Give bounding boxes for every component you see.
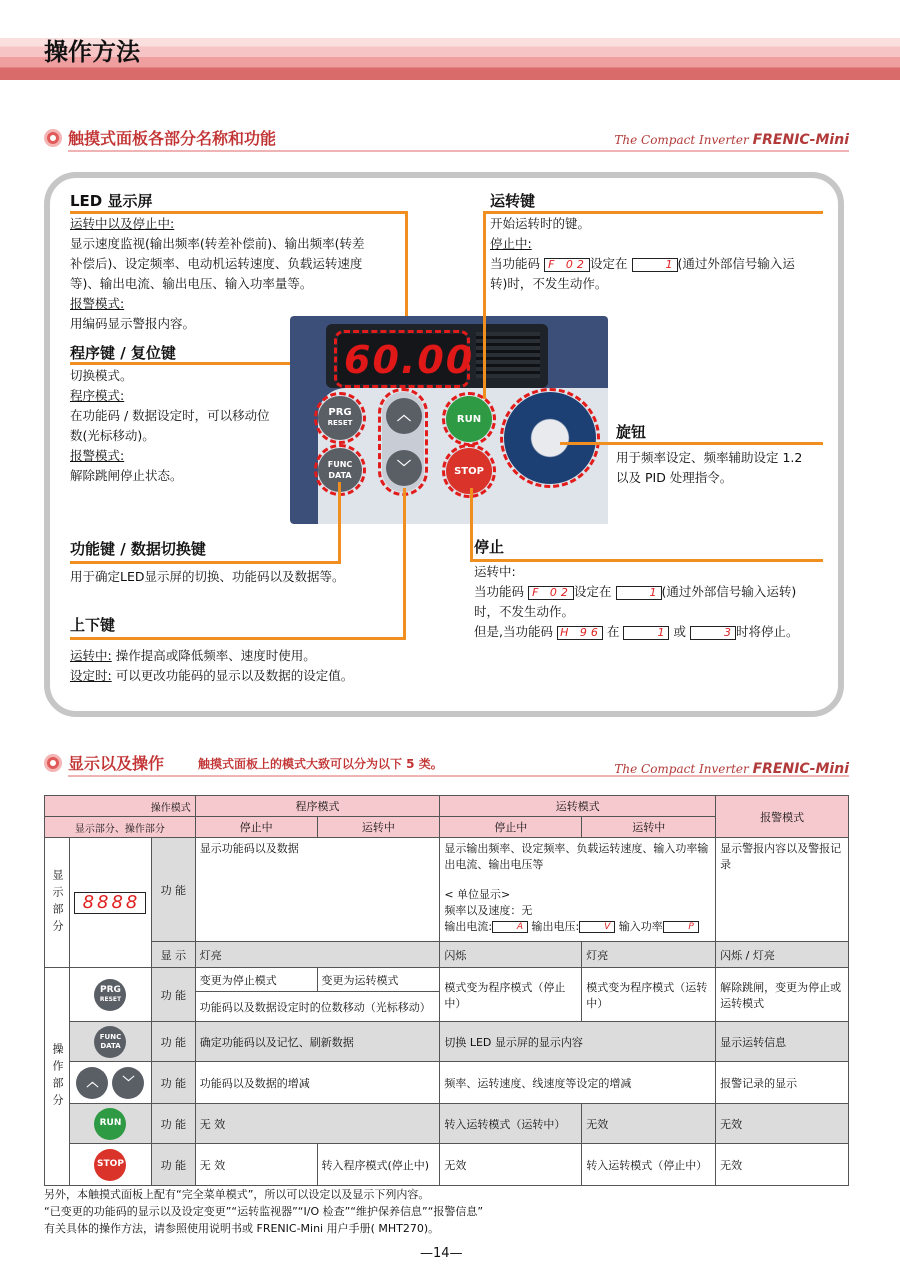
- unit-segment: P: [663, 921, 699, 933]
- func-label: FUNC: [327, 460, 353, 469]
- prg-line: 程序模式:: [70, 388, 125, 403]
- footnote-line: 另外，本触摸式面板上配有“完全菜单模式”，所以可以设定以及显示下列内容。: [44, 1188, 430, 1201]
- section-header-panel: [44, 126, 849, 152]
- value-segment: 1: [623, 626, 669, 640]
- disp-run-line: 显示输出频率、设定频率、负载运转速度、输入功率输出电流、输出电压等: [444, 842, 709, 871]
- leader-line-stop-v: [470, 488, 473, 562]
- prg-line: 解除跳闸停止状态。: [70, 468, 183, 483]
- down-arrow-icon: ﹀: [397, 459, 411, 476]
- th-stop2: 停止中: [440, 817, 582, 838]
- cell-light-prog: 灯亮: [195, 942, 440, 968]
- led-line: 报警模式:: [70, 296, 125, 311]
- cell-prg-run1: 模式变为程序模式（停止中）: [440, 968, 582, 1022]
- th-running: 运转中: [317, 817, 440, 838]
- cell-disp-prog: 显示功能码以及数据: [195, 838, 440, 942]
- value-segment: 1: [632, 258, 678, 272]
- run-highlight: [442, 392, 496, 446]
- prg-highlight: [314, 392, 366, 444]
- func-icon-cell: [70, 1022, 152, 1062]
- display-part-label: 显示部分: [45, 838, 70, 968]
- run-icon-label: RUN: [99, 1118, 122, 1128]
- data-label: DATA: [328, 471, 352, 480]
- cell-disp-alarm: 显示警报内容以及警报记录: [716, 838, 849, 942]
- brand-prefix: The Compact Inverter: [614, 133, 749, 147]
- prg-description: [70, 366, 300, 486]
- stop-line: [474, 582, 834, 602]
- knob-highlight: [500, 388, 600, 488]
- brand-name: FRENIC-Mini: [752, 761, 849, 777]
- stop-text: 时将停止。: [735, 624, 799, 639]
- cell-stop-alarm: 无效: [716, 1144, 849, 1186]
- stop-text: 在: [606, 624, 620, 639]
- prg-title: 程序键 / 复位键: [70, 344, 176, 362]
- stop-highlight: [442, 444, 496, 498]
- down-icon-glyph: ﹀: [122, 1075, 135, 1089]
- stop-label: STOP: [454, 465, 484, 477]
- run-text: 设定在: [590, 256, 628, 271]
- updown-line: [70, 646, 450, 666]
- prg-icon-cell: [70, 968, 152, 1022]
- updown-description: [70, 646, 450, 686]
- updown-icon-cell: [70, 1062, 152, 1104]
- footnote-line: 有关具体的操作方法，请参照使用说明书或 FRENIC-Mini 用户手册( MHT270)。: [44, 1222, 440, 1235]
- down-arrow-icon: [112, 1067, 144, 1099]
- leader-line-updown: [70, 637, 406, 640]
- run-label: RUN: [456, 413, 482, 425]
- prg-label: PRG: [328, 407, 352, 418]
- function-label: 功 能: [151, 1104, 195, 1144]
- th-run-mode: 运转模式: [440, 796, 716, 817]
- leader-line-knob: [560, 442, 823, 445]
- led-line: 补偿后)、设定频率、电动机运转速度、负载运转速度: [70, 256, 363, 271]
- knob-title: 旋钮: [616, 423, 647, 441]
- stop-description: [474, 562, 834, 642]
- function-label: 功 能: [151, 1144, 195, 1186]
- reset-icon-label: RESET: [99, 995, 122, 1003]
- leader-line-updown-v: [403, 488, 406, 640]
- reset-label: RESET: [327, 419, 353, 427]
- cell-light-alarm: 闪烁 / 灯亮: [716, 942, 849, 968]
- stop-text: 设定在: [574, 584, 612, 599]
- stop-line: 运转中:: [474, 564, 516, 579]
- brand-name: FRENIC-Mini: [752, 132, 849, 148]
- leader-line-run-v: [483, 211, 486, 399]
- run-text: 当功能码: [490, 256, 541, 271]
- page-number: —14—: [420, 1246, 463, 1261]
- stop-line: [474, 622, 834, 642]
- cell-run-prog: 无 效: [195, 1104, 440, 1144]
- function-label: 功 能: [151, 838, 195, 942]
- run-icon: [94, 1108, 126, 1140]
- func-description: 用于确定LED显示屏的切换、功能码以及数据等。: [70, 569, 345, 584]
- led-title: LED 显示屏: [70, 192, 153, 210]
- updown-line: [70, 666, 450, 686]
- stop-text: 或: [673, 624, 686, 639]
- prg-line: 切换模式。: [70, 368, 133, 383]
- cell-ud-alarm: 报警记录的显示: [716, 1062, 849, 1104]
- stop-icon-cell: [70, 1144, 152, 1186]
- function-label: 功 能: [151, 1022, 195, 1062]
- bullet-icon: [44, 754, 62, 772]
- th-alarm-mode: 报警模式: [716, 796, 849, 838]
- current-label: 输出电流:: [444, 920, 493, 933]
- cell-stop-run1: 无效: [440, 1144, 582, 1186]
- stop-title: 停止: [474, 538, 505, 556]
- cell-func-run: 切换 LED 显示屏的显示内容: [440, 1022, 716, 1062]
- stop-text: 当功能码: [474, 584, 525, 599]
- disp-run-line: 频率以及速度：无: [444, 904, 533, 917]
- cell-run-alarm: 无效: [716, 1104, 849, 1144]
- brand-label: [614, 761, 849, 777]
- power-label: 输入功率: [618, 920, 663, 933]
- run-line: 停止中:: [490, 236, 532, 251]
- cell-prg-alarm: 解除跳闸，变更为停止或运转模式: [716, 968, 849, 1022]
- led-line: 运转中以及停止中:: [70, 216, 175, 231]
- func-icon-label: FUNC: [99, 1032, 122, 1041]
- up-arrow-icon: ︿: [397, 407, 411, 424]
- led-icon-cell: [70, 838, 152, 968]
- cell-prg-c: 功能码以及数据设定时的位数移动（光标移动）: [195, 992, 440, 1022]
- th-part: 显示部分、操作部分: [45, 817, 196, 838]
- run-icon-cell: [70, 1104, 152, 1144]
- section-underline: [68, 150, 849, 152]
- unit-segment: V: [579, 921, 615, 933]
- cell-prg-a: 变更为停止模式: [195, 968, 317, 992]
- led-highlight: [334, 330, 470, 388]
- run-line: 开始运转时的键。: [490, 216, 591, 231]
- cell-light-run2: 灯亮: [582, 942, 716, 968]
- operation-part-label: 操作部分: [45, 968, 70, 1186]
- section-title: 触摸式面板各部分名称和功能: [68, 129, 277, 148]
- th-program-mode: 程序模式: [195, 796, 440, 817]
- run-line: 转)时，不发生动作。: [490, 276, 608, 291]
- prg-icon-label: PRG: [100, 984, 121, 995]
- function-label: 功 能: [151, 968, 195, 1022]
- led-line: 显示速度监视(输出频率(转差补偿前)、输出频率(转差: [70, 236, 365, 251]
- cell-light-run1: 闪烁: [440, 942, 582, 968]
- knob-line: 以及 PID 处理指令。: [616, 470, 733, 485]
- page-title: 操作方法: [44, 38, 140, 66]
- updown-label: 运转中:: [70, 648, 112, 663]
- footnote-line: “已变更的功能码的显示以及设定变更”“运转监视器”“I/O 检查”“维护保养信息”“报警信息”: [44, 1205, 484, 1218]
- section-header-modes: [44, 751, 849, 777]
- section-subtitle: 触摸式面板上的模式大致可以分为以下 5 类。: [198, 757, 443, 771]
- display-label: 显 示: [151, 942, 195, 968]
- led-line: 等)、输出电流、输出电压、输入功率量等。: [70, 276, 313, 291]
- section-title: 显示以及操作: [68, 754, 165, 773]
- bullet-icon: [44, 129, 62, 147]
- data-icon-label: DATA: [100, 1041, 121, 1050]
- cell-func-prog: 确定功能码以及记忆、刷新数据: [195, 1022, 440, 1062]
- run-line: [490, 254, 830, 274]
- footnotes: [44, 1186, 483, 1237]
- cell-stop-b: 转入程序模式(停止中): [317, 1144, 440, 1186]
- cell-run-run1: 转入运转模式（运转中）: [440, 1104, 582, 1144]
- up-icon-glyph: ︿: [86, 1075, 99, 1089]
- stop-icon-label: STOP: [97, 1159, 124, 1169]
- stop-icon: [94, 1149, 126, 1181]
- updown-text: 操作提高或降低频率、速度时使用。: [115, 648, 316, 663]
- function-code-segment: H 96: [557, 626, 603, 640]
- th-running2: 运转中: [582, 817, 716, 838]
- cell-func-alarm: 显示运转信息: [716, 1022, 849, 1062]
- updown-highlight: [378, 388, 428, 496]
- updown-label: 设定时:: [70, 668, 112, 683]
- cell-prg-run2: 模式变为程序模式（运转中）: [582, 968, 716, 1022]
- led-line: 用编码显示警报内容。: [70, 316, 196, 331]
- value-segment: 1: [616, 586, 662, 600]
- led-digits-icon: 8888: [74, 892, 146, 914]
- cell-ud-run: 频率、运转速度、线速度等设定的增减: [440, 1062, 716, 1104]
- disp-run-line: [444, 918, 711, 934]
- cell-disp-run: [440, 838, 716, 942]
- run-title: 运转键: [490, 192, 536, 210]
- prg-line: 报警模式:: [70, 448, 125, 463]
- up-arrow-icon: [76, 1067, 108, 1099]
- run-text: (通过外部信号输入运: [677, 256, 795, 271]
- th-mode: 操作模式: [45, 796, 196, 817]
- brand-prefix: The Compact Inverter: [614, 762, 749, 776]
- th-stop: 停止中: [195, 817, 317, 838]
- cell-ud-prog: 功能码以及数据的增减: [195, 1062, 440, 1104]
- updown-title: 上下键: [70, 616, 116, 634]
- value-segment: 3: [690, 626, 736, 640]
- voltage-label: 输出电压:: [531, 920, 580, 933]
- function-code-segment: F 02: [528, 586, 574, 600]
- function-label: 功 能: [151, 1062, 195, 1104]
- prg-reset-icon: [94, 979, 126, 1011]
- stop-text: 但是,当功能码: [474, 624, 553, 639]
- mode-table: [44, 795, 849, 1186]
- func-data-icon: [94, 1026, 126, 1058]
- knob-line: 用于频率设定、频率辅助设定 1.2: [616, 450, 803, 465]
- knob-description: [616, 448, 836, 488]
- run-description: [490, 214, 830, 294]
- func-title: 功能键 / 数据切换键: [70, 540, 206, 558]
- leader-line-func: [70, 561, 341, 564]
- disp-run-line: < 单位显示>: [444, 888, 511, 901]
- leader-line-func-v: [338, 482, 341, 564]
- unit-segment: A: [492, 921, 528, 933]
- stop-text: (通过外部信号输入运转): [661, 584, 797, 599]
- cell-prg-b: 变更为运转模式: [317, 968, 440, 992]
- prg-line: 在功能码 / 数据设定时，可以移动位: [70, 408, 270, 423]
- updown-text: 可以更改功能码的显示以及数据的设定值。: [115, 668, 354, 683]
- cell-stop-a: 无 效: [195, 1144, 317, 1186]
- function-code-segment: F 02: [544, 258, 590, 272]
- prg-line: 数(光标移动)。: [70, 428, 155, 443]
- cell-run-run2: 无效: [582, 1104, 716, 1144]
- cell-stop-run2: 转入运转模式（停止中）: [582, 1144, 716, 1186]
- led-display-digits: 60.00: [344, 338, 475, 382]
- stop-line: 时，不发生动作。: [474, 604, 575, 619]
- brand-label: [614, 132, 849, 148]
